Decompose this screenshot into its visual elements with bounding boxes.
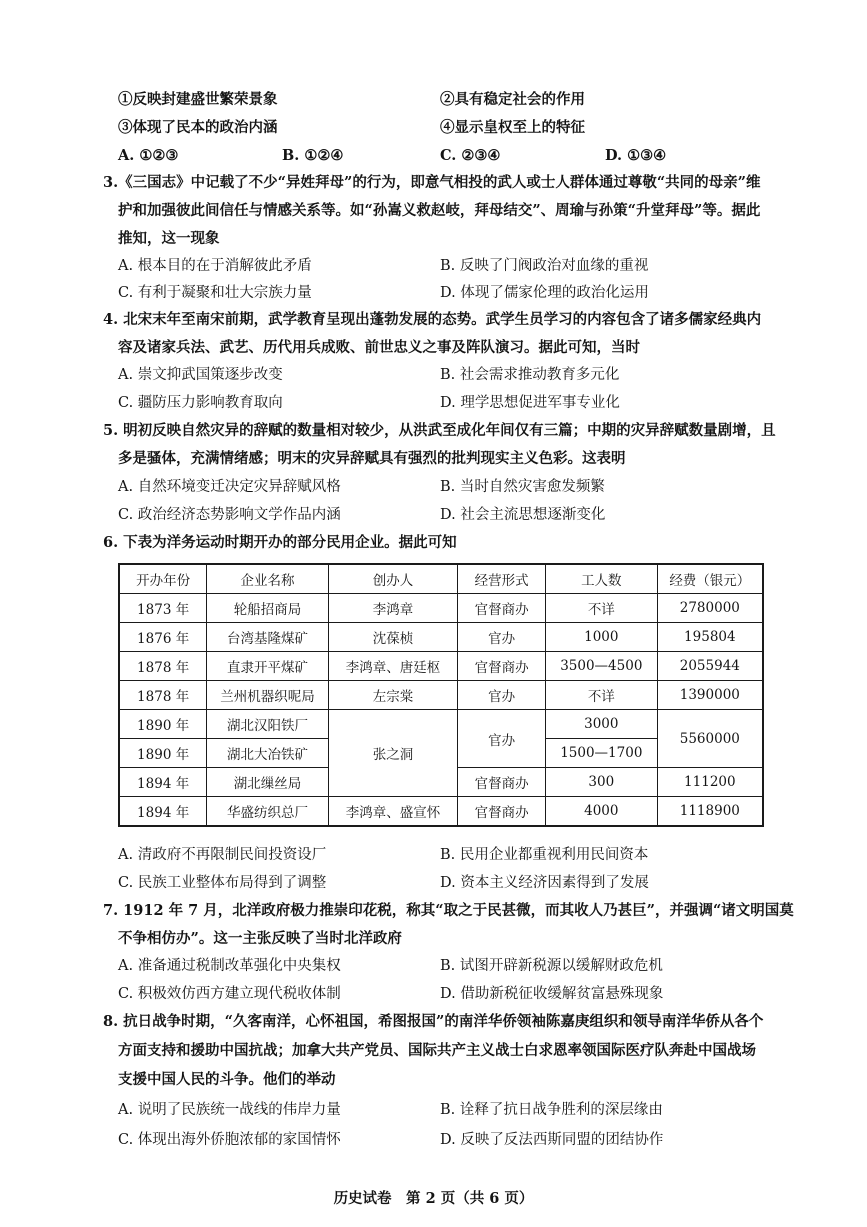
q6-option-d: D. 资本主义经济因素得到了发展 bbox=[440, 875, 649, 891]
table-cell: 直隶开平煤矿 bbox=[207, 652, 329, 681]
q2-statement-3: ③体现了民本的政治内涵 bbox=[118, 119, 278, 136]
q5-stem-line-1: 5. 明初反映自然灾异的辞赋的数量相对较少，从洪武至成化年间仅有三篇；中期的灾异辞赋数量剧增，且 bbox=[103, 422, 776, 439]
q4-option-a: A. 崇文抑武国策逐步改变 bbox=[118, 367, 283, 383]
table-cell: 1890 年 bbox=[119, 739, 207, 768]
table-cell: 官督商办 bbox=[458, 768, 546, 797]
q5-option-c: C. 政治经济态势影响文学作品内涵 bbox=[118, 507, 341, 523]
q3-option-a: A. 根本目的在于消解彼此矛盾 bbox=[118, 258, 312, 274]
table-cell: 李鸿章、盛宣怀 bbox=[328, 797, 458, 827]
q3-stem-line-2: 护和加强彼此间信任与情感关系等。如“孙嵩义救赵岐，拜母结交”、周瑜与孙策“升堂拜母”等。据此 bbox=[118, 202, 761, 219]
q3-option-b: B. 反映了门阀政治对血缘的重视 bbox=[440, 258, 649, 274]
q8-option-b: B. 诠释了抗日战争胜利的深层缘由 bbox=[440, 1102, 663, 1118]
q8-option-a: A. 说明了民族统一战线的伟岸力量 bbox=[118, 1102, 341, 1118]
q2-option-d: D. ①③④ bbox=[605, 147, 667, 164]
table-cell: 湖北大冶铁矿 bbox=[207, 739, 329, 768]
table-cell: 李鸿章 bbox=[328, 594, 458, 623]
table-cell: 官办 bbox=[458, 681, 546, 710]
table-header-cell: 企业名称 bbox=[207, 564, 329, 594]
table-cell: 不详 bbox=[545, 681, 657, 710]
table-cell: 1500—1700 bbox=[545, 739, 657, 768]
q2-option-a: A. ①②③ bbox=[118, 147, 179, 164]
table-cell: 5560000 bbox=[657, 710, 763, 768]
table-cell: 官督商办 bbox=[458, 797, 546, 827]
table-cell: 兰州机器织呢局 bbox=[207, 681, 329, 710]
q2-option-c: C. ②③④ bbox=[440, 147, 501, 164]
table-row bbox=[119, 681, 763, 710]
q3-stem-line-1: 3.《三国志》中记载了不少“异姓拜母”的行为，即意气相投的武人或士人群体通过尊敬“共同的母亲”维 bbox=[103, 174, 761, 191]
table-row bbox=[119, 623, 763, 652]
q2-statement-2: ②具有稳定社会的作用 bbox=[440, 91, 585, 108]
table-cell: 华盛纺织总厂 bbox=[207, 797, 329, 827]
q3-option-c: C. 有利于凝聚和壮大宗族力量 bbox=[118, 285, 312, 301]
q2-statement-4: ④显示皇权至上的特征 bbox=[440, 119, 585, 136]
q4-stem-line-1: 4. 北宋末年至南宋前期，武学教育呈现出蓬勃发展的态势。武学生员学习的内容包含了诸多儒家经典内 bbox=[103, 311, 762, 328]
q4-option-b: B. 社会需求推动教育多元化 bbox=[440, 367, 620, 383]
table-cell: 沈葆桢 bbox=[328, 623, 458, 652]
q8-option-d: D. 反映了反法西斯同盟的团结协作 bbox=[440, 1132, 664, 1148]
table-cell: 官督商办 bbox=[458, 594, 546, 623]
table-cell: 1878 年 bbox=[119, 652, 207, 681]
q8-stem-line-3: 支援中国人民的斗争。他们的举动 bbox=[118, 1071, 336, 1088]
table-cell: 台湾基隆煤矿 bbox=[207, 623, 329, 652]
table-cell: 左宗棠 bbox=[328, 681, 458, 710]
table-cell: 3000 bbox=[545, 710, 657, 739]
q6-option-c: C. 民族工业整体布局得到了调整 bbox=[118, 875, 327, 891]
q4-option-d: D. 理学思想促进军事专业化 bbox=[440, 395, 620, 411]
table-cell: 1873 年 bbox=[119, 594, 207, 623]
table-row bbox=[119, 652, 763, 681]
table-cell: 官办 bbox=[458, 710, 546, 768]
table-cell: 1890 年 bbox=[119, 710, 207, 739]
q2-option-b: B. ①②④ bbox=[282, 147, 344, 164]
table-cell: 300 bbox=[545, 768, 657, 797]
q7-option-c: C. 积极效仿西方建立现代税收体制 bbox=[118, 986, 341, 1002]
table-header-row bbox=[119, 564, 763, 594]
table-cell: 111200 bbox=[657, 768, 763, 797]
q7-option-b: B. 试图开辟新税源以缓解财政危机 bbox=[440, 958, 663, 974]
table-row bbox=[119, 594, 763, 623]
q6-option-b: B. 民用企业都重视利用民间资本 bbox=[440, 847, 649, 863]
table-header-cell: 经营形式 bbox=[458, 564, 546, 594]
q7-option-d: D. 借助新税征收缓解贫富悬殊现象 bbox=[440, 986, 664, 1002]
q8-stem-line-1: 8. 抗日战争时期，“久客南洋，心怀祖国，希图报国”的南洋华侨领袖陈嘉庚组织和领导南洋华侨从各个 bbox=[103, 1013, 764, 1030]
table-cell: 官办 bbox=[458, 623, 546, 652]
q3-stem-line-3: 推知，这一现象 bbox=[118, 230, 220, 247]
q7-option-a: A. 准备通过税制改革强化中央集权 bbox=[118, 958, 341, 974]
table-row bbox=[119, 710, 763, 739]
q3-option-d: D. 体现了儒家伦理的政治化运用 bbox=[440, 285, 649, 301]
enterprise-table bbox=[118, 563, 764, 827]
table-row bbox=[119, 797, 763, 827]
table-cell: 2780000 bbox=[657, 594, 763, 623]
table-cell: 1390000 bbox=[657, 681, 763, 710]
table-cell: 195804 bbox=[657, 623, 763, 652]
q8-option-c: C. 体现出海外侨胞浓郁的家国情怀 bbox=[118, 1132, 341, 1148]
table-cell: 1000 bbox=[545, 623, 657, 652]
table-cell: 李鸿章、唐廷枢 bbox=[328, 652, 458, 681]
q8-stem-line-2: 方面支持和援助中国抗战；加拿大共产党员、国际共产主义战士白求恩率领国际医疗队奔赴中国战场 bbox=[118, 1042, 756, 1059]
table-cell: 1876 年 bbox=[119, 623, 207, 652]
q4-stem-line-2: 容及诸家兵法、武艺、历代用兵成败、前世忠义之事及阵队演习。据此可知，当时 bbox=[118, 339, 640, 356]
q5-option-d: D. 社会主流思想逐渐变化 bbox=[440, 507, 606, 523]
page-footer: 历史试卷 第 2 页（共 6 页） bbox=[333, 1190, 534, 1207]
table-cell: 1894 年 bbox=[119, 797, 207, 827]
table-header-cell: 经费（银元） bbox=[657, 564, 763, 594]
table-cell: 3500—4500 bbox=[545, 652, 657, 681]
q7-stem-line-1: 7. 1912 年 7 月，北洋政府极力推崇印花税，称其“取之于民甚微，而其收人乃甚巨”，并强调“诸文明国莫 bbox=[103, 902, 794, 919]
table-cell: 1118900 bbox=[657, 797, 763, 827]
table-cell: 张之洞 bbox=[328, 710, 458, 797]
table-cell: 湖北缫丝局 bbox=[207, 768, 329, 797]
table-cell: 轮船招商局 bbox=[207, 594, 329, 623]
table-cell: 4000 bbox=[545, 797, 657, 827]
table-header-cell: 创办人 bbox=[328, 564, 458, 594]
q7-stem-line-2: 不争相仿办”。这一主张反映了当时北洋政府 bbox=[118, 930, 402, 947]
table-header-cell: 工人数 bbox=[545, 564, 657, 594]
table-cell: 1878 年 bbox=[119, 681, 207, 710]
table-cell: 官督商办 bbox=[458, 652, 546, 681]
q4-option-c: C. 疆防压力影响教育取向 bbox=[118, 395, 283, 411]
q2-statement-1: ①反映封建盛世繁荣景象 bbox=[118, 91, 278, 108]
table-cell: 湖北汉阳铁厂 bbox=[207, 710, 329, 739]
table-cell: 2055944 bbox=[657, 652, 763, 681]
q5-stem-line-2: 多是骚体，充满情绪感；明末的灾异辞赋具有强烈的批判现实主义色彩。这表明 bbox=[118, 450, 626, 467]
q6-stem-line-1: 6. 下表为洋务运动时期开办的部分民用企业。据此可知 bbox=[103, 534, 457, 551]
q5-option-a: A. 自然环境变迁决定灾异辞赋风格 bbox=[118, 479, 341, 495]
table-header-cell: 开办年份 bbox=[119, 564, 207, 594]
q6-option-a: A. 清政府不再限制民间投资设厂 bbox=[118, 847, 327, 863]
table-cell: 1894 年 bbox=[119, 768, 207, 797]
table-cell: 不详 bbox=[545, 594, 657, 623]
q5-option-b: B. 当时自然灾害愈发频繁 bbox=[440, 479, 605, 495]
